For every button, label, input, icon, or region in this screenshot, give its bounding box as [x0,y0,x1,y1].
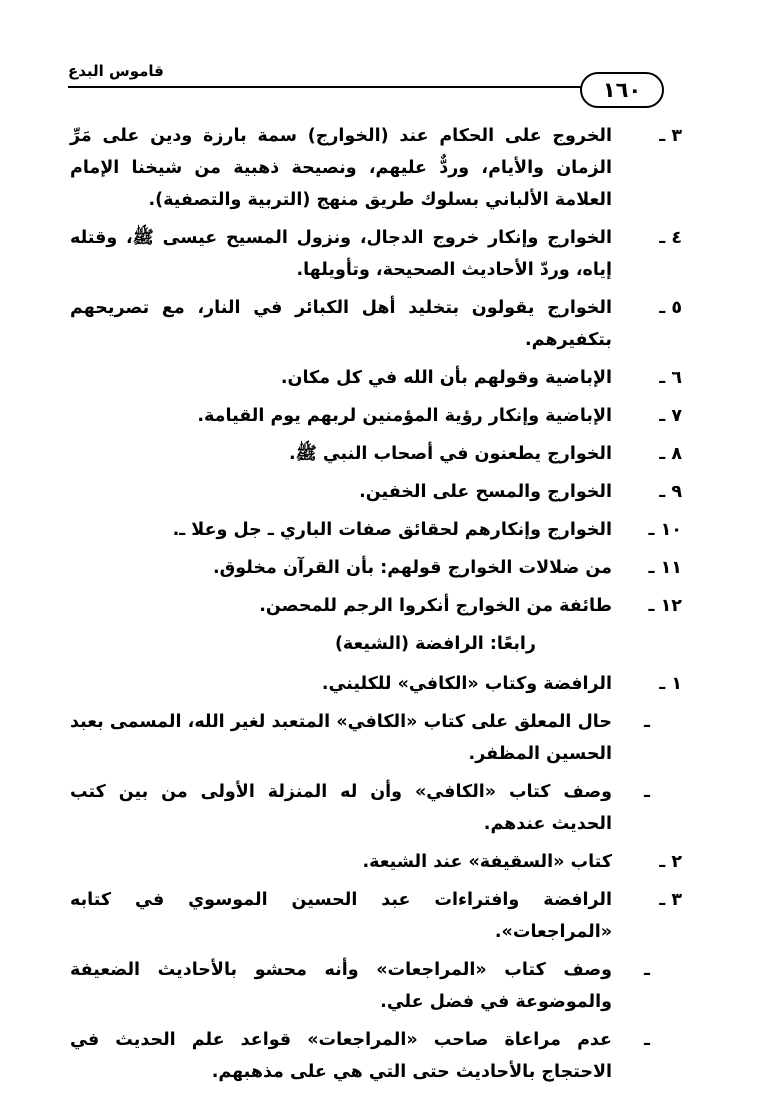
list-item [70,590,682,622]
list-item [70,222,682,286]
item-text: من ضلالات الخوارج قولهم: بأن القرآن مخلوق. [213,558,612,578]
item-text: وصف كتاب «المراجعات» وأنه محشو بالأحاديث الضعيفة والموضوعة في فضل علي. [70,960,612,1012]
header-rule [68,86,583,88]
section-heading: رابعًا: الرافضة (الشيعة) [334,634,536,654]
item-text: الخوارج يطعنون في أصحاب النبي ﷺ. [288,444,612,464]
list-item [70,552,682,584]
list-item [70,476,682,508]
sub-list-item [70,706,682,770]
sub-list-item [70,776,682,840]
list-item [70,514,682,546]
item-text: وصف كتاب «الكافي» وأن له المنزلة الأولى من بين كتب الحديث عندهم. [70,782,612,834]
item-text: حال المعلق على كتاب «الكافي» المتعبد لغير الله، المسمى بعبد الحسين المظفر. [70,712,612,764]
page-number: ١٦٠ [580,72,664,108]
item-text: الإباضية وقولهم بأن الله في كل مكان. [280,368,612,388]
item-number: ١٠ ـ [648,520,682,540]
item-text: الخوارج والمسح على الخفين. [359,482,612,502]
sub-list-item [70,954,682,1018]
item-dash: ـ [644,960,650,980]
page-content [70,120,682,1094]
item-number: ٦ ـ [659,368,682,388]
item-text: الخوارج وإنكارهم لحقائق صفات الباري ـ جل وعلا ـ. [172,520,612,540]
item-number: ٥ ـ [659,298,682,318]
item-text: الرافضة وكتاب «الكافي» للكليني. [321,674,612,694]
item-text: كتاب «السقيفة» عند الشيعة. [362,852,612,872]
list-item [70,120,682,216]
list-item [70,292,682,356]
item-number: ١١ ـ [648,558,682,578]
item-number: ٣ ـ [659,890,682,910]
sub-list-item [70,1024,682,1088]
item-text: طائفة من الخوارج أنكروا الرجم للمحصن. [259,596,612,616]
item-number: ٨ ـ [659,444,682,464]
list-item [70,668,682,700]
item-text: الرافضة وافتراءات عبد الحسين الموسوي في كتابه «المراجعات». [70,890,612,942]
item-number: ٤ ـ [659,228,682,248]
item-number: ٣ ـ [659,126,682,146]
list-item [70,846,682,878]
page-header [68,58,668,108]
item-number: ١٢ ـ [648,596,682,616]
item-text: الخروج على الحكام عند (الخوارج) سمة بارزة ودين على مَرِّ الزمان والأيام، وردٌّ عليهم، ونصيحة ذهبية من شيخنا الإمام العلامة الألباني بسلوك طريق منهج (التربية والتصفية). [70,126,612,210]
item-text: الخوارج يقولون بتخليد أهل الكبائر في النار، مع تصريحهم بتكفيرهم. [70,298,612,350]
item-number: ٢ ـ [659,852,682,872]
list-item [70,400,682,432]
list-item [70,438,682,470]
list-item [70,884,682,948]
item-dash: ـ [644,712,650,732]
item-text: الخوارج وإنكار خروج الدجال، ونزول المسيح عيسى ﷺ، وقتله إياه، وردّ الأحاديث الصحيحة، وتأويلها. [70,228,612,280]
item-dash: ـ [644,782,650,802]
item-number: ١ ـ [659,674,682,694]
running-title: قاموس البدع [68,62,164,80]
item-text: الإباضية وإنكار رؤية المؤمنين لربهم يوم القيامة. [197,406,612,426]
item-number: ٩ ـ [659,482,682,502]
list-item [70,362,682,394]
item-number: ٧ ـ [659,406,682,426]
item-dash: ـ [644,1030,650,1050]
item-text: عدم مراعاة صاحب «المراجعات» قواعد علم الحديث في الاحتجاج بالأحاديث حتى التي هي على مذهبهم. [70,1030,612,1082]
